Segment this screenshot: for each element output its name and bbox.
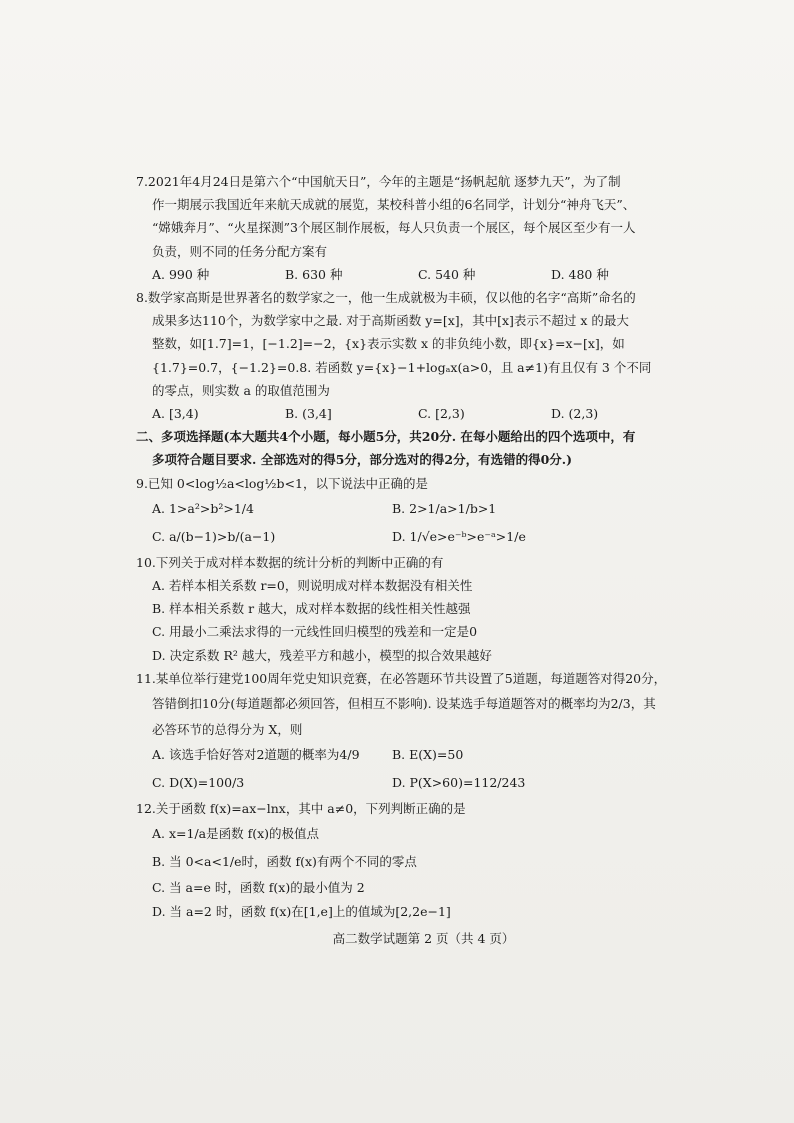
q9-option-a: A. 1>a²>b²>1/4 [152, 500, 254, 516]
section-2-line: 二、多项选择题(本大题共4个小题，每小题5分，共20分. 在每小题给出的四个选项中，有 [136, 429, 636, 445]
q8-line: {1.7}=0.7，{−1.2}=0.8. 若函数 y={x}−1+logₐx(a>0，且 a≠1)有且仅有 3 个不同 [152, 359, 652, 375]
q9-option-c: C. a/(b−1)>b/(a−1) [152, 528, 276, 544]
exam-content [136, 170, 711, 950]
q10-option-a: A. 若样本相关系数 r=0，则说明成对样本数据没有相关性 [152, 578, 473, 594]
question-8 [136, 286, 711, 425]
question-12 [136, 797, 711, 923]
question-7 [136, 170, 711, 286]
q8-option-a: A. [3,4) [152, 406, 199, 422]
q11-line: 答错倒扣10分(每道题都必须回答，但相互不影响). 设某选手每道题答对的概率均为2/3，其 [152, 696, 656, 712]
q9-stem: 9.已知 0<log½a<log½b<1，以下说法中正确的是 [136, 475, 428, 491]
q8-options [136, 402, 711, 425]
q7-line: “嫦娥奔月”、“火星探测”3个展区制作展板，每人只负责一个展区，每个展区至少有一人 [152, 220, 636, 236]
page-footer: 高二数学试题第 2 页（共 4 页） [332, 930, 515, 946]
q12-option-d: D. 当 a=2 时，函数 f(x)在[1,e]上的值域为[2,2e−1] [152, 903, 451, 919]
q7-line: 负责，则不同的任务分配方案有 [152, 243, 328, 259]
q7-options [136, 263, 711, 286]
q8-line: 的零点，则实数 a 的取值范围为 [152, 382, 330, 398]
q12-option-b: B. 当 0<a<1/e时，函数 f(x)有两个不同的零点 [152, 854, 417, 870]
q11-options-row [136, 741, 711, 769]
q7-line: 7.2021年4月24日是第六个“中国航天日”，今年的主题是“扬帆起航 逐梦九天”，为了制 [136, 174, 621, 189]
q7-option-b: B. 630 种 [285, 266, 343, 282]
q10-stem: 10.下列关于成对样本数据的统计分析的判断中正确的有 [136, 554, 444, 570]
q12-option-a: A. x=1/a是函数 f(x)的极值点 [152, 826, 320, 842]
q8-option-d: D. (2,3) [551, 406, 599, 422]
q11-options-row [136, 769, 711, 797]
q7-option-a: A. 990 种 [152, 266, 210, 282]
q11-option-a: A. 该选手恰好答对2道题的概率为4/9 [152, 747, 360, 763]
q8-option-b: B. (3,4] [285, 406, 332, 422]
q7-line: 作一期展示我国近年来航天成就的展览，某校科普小组的6名同学，计划分“神舟飞天”、 [152, 197, 636, 213]
q8-line: 成果多达110个，为数学家中之最. 对于高斯函数 y=[x]，其中[x]表示不超过 x 的最大 [152, 313, 629, 329]
question-11 [136, 667, 711, 797]
q7-option-d: D. 480 种 [551, 266, 609, 282]
q11-option-d: D. P(X>60)=112/243 [392, 775, 526, 791]
q8-line: 整数，如[1.7]=1，[−1.2]=−2，{x}表示实数 x 的非负纯小数，即{x}=x−[x]，如 [152, 336, 625, 352]
question-10 [136, 551, 711, 667]
q11-option-b: B. E(X)=50 [392, 747, 464, 763]
q8-option-c: C. [2,3) [418, 406, 465, 422]
question-9 [136, 472, 711, 551]
q7-option-c: C. 540 种 [418, 266, 476, 282]
q11-line: 必答环节的总得分为 X，则 [152, 722, 303, 738]
q12-option-c: C. 当 a=e 时，函数 f(x)的最小值为 2 [152, 880, 365, 896]
q10-option-c: C. 用最小二乘法求得的一元线性回归模型的残差和一定是0 [152, 624, 478, 640]
q12-stem: 12.关于函数 f(x)=ax−lnx，其中 a≠0，下列判断正确的是 [136, 801, 466, 817]
q9-option-b: B. 2>1/a>1/b>1 [392, 500, 497, 516]
q9-options-row [136, 495, 711, 523]
q10-option-d: D. 决定系数 R² 越大，残差平方和越小，模型的拟合效果越好 [152, 647, 492, 663]
q8-line: 8.数学家高斯是世界著名的数学家之一，他一生成就极为丰硕，仅以他的名字“高斯”命名的 [136, 290, 636, 306]
q9-option-d: D. 1/√e>e⁻ᵇ>e⁻ᵃ>1/e [392, 528, 526, 544]
section-2-heading [136, 425, 711, 471]
q11-option-c: C. D(X)=100/3 [152, 775, 245, 791]
q10-option-b: B. 样本相关系数 r 越大，成对样本数据的线性相关性越强 [152, 601, 471, 617]
q11-line: 11.某单位举行建党100周年党史知识竞赛，在必答题环节共设置了5道题，每道题答对得20分， [136, 670, 667, 686]
section-2-line: 多项符合题目要求. 全部选对的得5分，部分选对的得2分，有选错的得0分.) [152, 452, 573, 468]
q9-options-row [136, 523, 711, 551]
